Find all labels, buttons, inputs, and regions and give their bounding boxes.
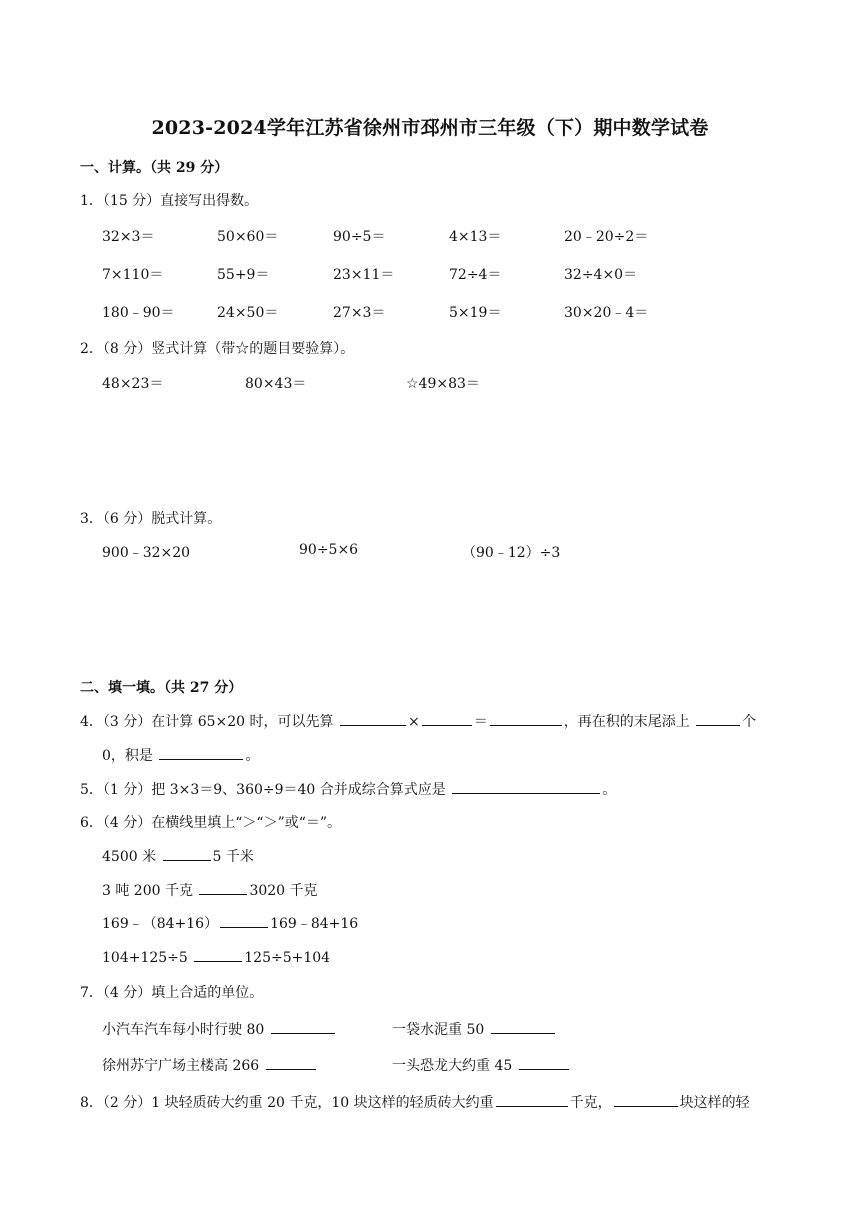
compare-left: 104+125÷5 — [102, 950, 188, 966]
unit-item — [392, 1019, 557, 1039]
compare-right: 169﹣84+16 — [270, 916, 359, 932]
answer-blank[interactable] — [496, 1092, 568, 1107]
compare-right: 3020 千克 — [249, 883, 318, 899]
calc-item: 55+9＝ — [217, 267, 270, 283]
compare-right: 5 千米 — [212, 849, 254, 865]
calc-item: 23×11＝ — [333, 267, 395, 283]
q4-text: ，再在积的末尾添上 — [563, 714, 690, 730]
q5-text: 5．（1 分）把 3×3＝9、360÷9＝40 合并成综合算式应是 — [80, 782, 446, 798]
answer-blank[interactable] — [266, 1055, 316, 1070]
answer-blank[interactable] — [220, 913, 268, 928]
question-1-label: 1．（15 分）直接写出得数。 — [80, 193, 259, 209]
question-3-label: 3．（6 分）脱式计算。 — [80, 511, 222, 527]
calc-item: 32×3＝ — [102, 229, 155, 245]
calc-item: 50×60＝ — [217, 229, 279, 245]
answer-blank[interactable] — [194, 947, 242, 962]
q5-text: 。 — [602, 782, 617, 798]
question-6-label: 6．（4 分）在横线里填上“＞“＞”或“＝”。 — [80, 815, 342, 831]
answer-blank[interactable] — [491, 1019, 555, 1034]
question-4-line-1 — [80, 711, 756, 731]
calc-item: 5×19＝ — [449, 305, 502, 321]
calc-item: 27×3＝ — [333, 305, 386, 321]
answer-blank[interactable] — [519, 1055, 569, 1070]
question-7-label: 7．（4 分）填上合适的单位。 — [80, 985, 264, 1001]
unit-text: 一头恐龙大约重 45 — [392, 1058, 513, 1074]
question-2-label: 2．（8 分）竖式计算（带☆的题目要验算）。 — [80, 341, 355, 357]
section-2-heading: 二、填一填。（共 27 分） — [80, 680, 243, 696]
calc-item: 72÷4＝ — [449, 267, 502, 283]
question-4-line-2 — [102, 745, 259, 765]
compare-left: 4500 米 — [102, 849, 157, 865]
compare-left: 3 吨 200 千克 — [102, 883, 193, 899]
compare-item — [102, 846, 254, 866]
q8-text: 8．（2 分）1 块轻质砖大约重 20 千克，10 块这样的轻质砖大约重 — [80, 1095, 494, 1111]
unit-text: 小汽车汽车每小时行驶 80 — [102, 1022, 265, 1038]
q4-text: 0，积是 — [102, 748, 153, 764]
question-5 — [80, 779, 616, 799]
question-8 — [80, 1092, 750, 1112]
compare-right: 125÷5+104 — [244, 950, 331, 966]
answer-blank[interactable] — [271, 1019, 335, 1034]
answer-blank[interactable] — [490, 711, 562, 726]
answer-blank[interactable] — [422, 711, 472, 726]
answer-blank[interactable] — [159, 745, 243, 760]
unit-item — [392, 1055, 571, 1075]
stepwise-calc-item: （90﹣12）÷3 — [462, 545, 561, 561]
compare-left: 169﹣（84+16） — [102, 916, 219, 932]
compare-item — [102, 880, 318, 900]
answer-blank[interactable] — [452, 779, 600, 794]
compare-item — [102, 947, 330, 966]
q4-text: 。 — [245, 748, 260, 764]
answer-blank[interactable] — [614, 1092, 678, 1107]
calc-item: 4×13＝ — [449, 229, 502, 245]
q8-text: 千克， — [569, 1095, 612, 1111]
unit-text: 徐州苏宁广场主楼高 266 — [102, 1058, 260, 1074]
unit-item — [102, 1055, 318, 1075]
calc-item: 24×50＝ — [217, 305, 279, 321]
vertical-calc-item: ☆49×83＝ — [406, 376, 480, 392]
vertical-calc-item: 48×23＝ — [102, 376, 164, 392]
calc-item: 20﹣20÷2＝ — [564, 229, 649, 245]
vertical-calc-item: 80×43＝ — [245, 376, 307, 392]
q4-text: 个 — [742, 714, 757, 730]
q4-equals: ＝ — [473, 714, 488, 730]
stepwise-calc-item: 90÷5×6 — [299, 542, 359, 558]
q4-text: 4．（3 分）在计算 65×20 时，可以先算 — [80, 714, 334, 730]
answer-blank[interactable] — [696, 711, 740, 726]
q4-times: × — [407, 714, 420, 730]
unit-text: 一袋水泥重 50 — [392, 1022, 485, 1038]
answer-blank[interactable] — [199, 880, 247, 895]
answer-blank[interactable] — [340, 711, 406, 726]
exam-title: 2023-2024学年江苏省徐州市邳州市三年级（下）期中数学试卷 — [151, 117, 709, 139]
calc-item: 32÷4×0＝ — [564, 267, 638, 283]
compare-item — [102, 913, 358, 933]
section-1-heading: 一、计算。（共 29 分） — [80, 160, 229, 176]
calc-item: 180﹣90＝ — [102, 305, 175, 321]
calc-item: 90÷5＝ — [333, 229, 386, 245]
calc-item: 7×110＝ — [102, 267, 164, 283]
calc-item: 30×20﹣4＝ — [564, 305, 649, 321]
answer-blank[interactable] — [163, 846, 211, 861]
q8-text: 块这样的轻 — [679, 1095, 750, 1111]
stepwise-calc-item: 900﹣32×20 — [102, 545, 191, 561]
unit-item — [102, 1019, 337, 1039]
